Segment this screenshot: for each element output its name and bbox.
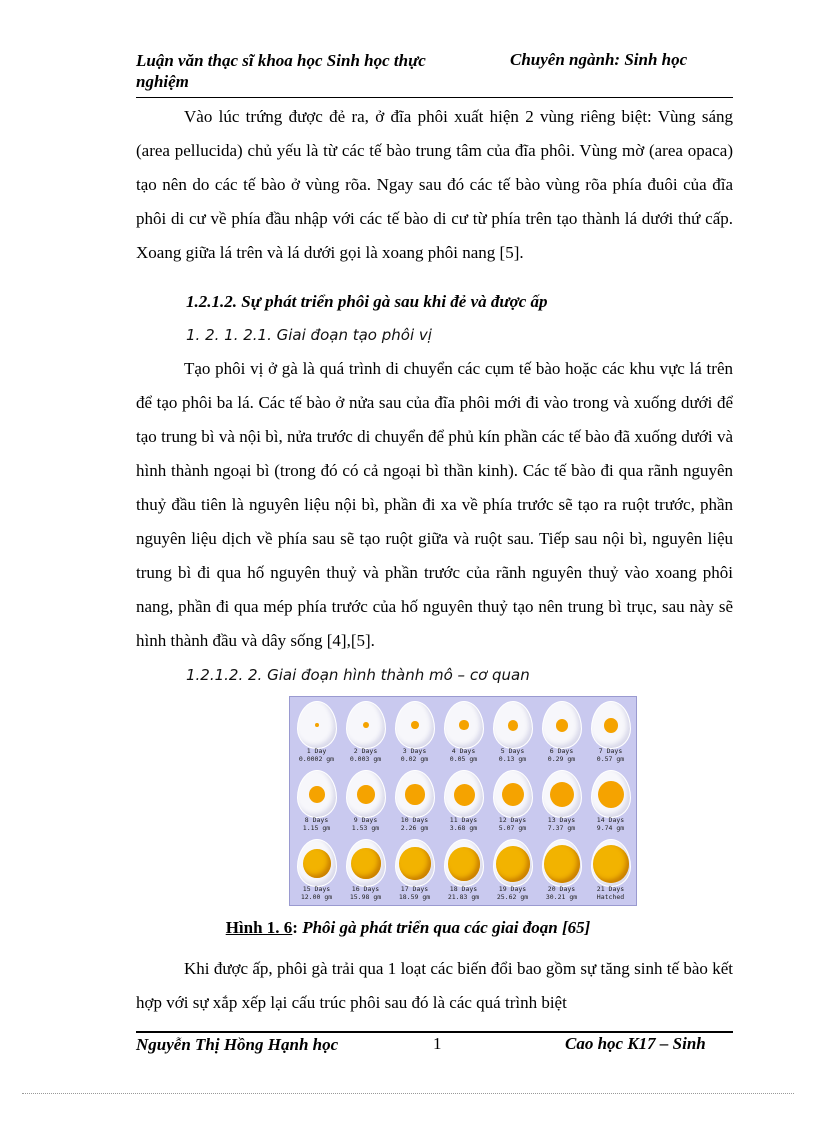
embryo-stage bbox=[341, 768, 390, 836]
embryo-stage bbox=[292, 699, 341, 767]
embryo-shape bbox=[309, 786, 325, 803]
egg-shape bbox=[591, 770, 631, 818]
stage-caption bbox=[292, 816, 341, 832]
paragraph-area-pellucida: Vào lúc trứng được đẻ ra, ở đĩa phôi xuất hiện 2 vùng riêng biệt: Vùng sáng (area pellucida) chủ yếu là từ các tế bào trung tâm của đĩa phôi. Vùng mờ (area opaca) tạo nên do các tế bào ở vùng rõa. Ngay sau đó các tế bào vùng rõa phía đuôi của đĩa phôi di cư về phía đầu nhập với các tế bào di cư từ phía trên tạo thành lá dưới thứ cấp. Xoang giữa lá trên và lá dưới gọi là xoang phôi nang [5]. bbox=[136, 107, 733, 262]
embryo-shape bbox=[550, 782, 574, 808]
embryo-shape bbox=[448, 847, 481, 882]
embryo-shape bbox=[399, 847, 430, 880]
stage-day: 20 Days bbox=[547, 885, 576, 893]
header-left-title: Luận văn thạc sĩ khoa học Sinh học thực nghiệm bbox=[136, 51, 426, 91]
stage-day: 15 Days bbox=[302, 885, 331, 893]
stage-mass: 7.37 gm bbox=[547, 824, 576, 832]
egg-shape bbox=[395, 770, 435, 818]
footer-author: Nguyễn Thị Hồng Hạnh học bbox=[136, 1035, 339, 1054]
embryo-shape bbox=[405, 784, 424, 804]
header-right-title: Chuyên ngành: Sinh học bbox=[510, 50, 688, 69]
embryo-stage bbox=[537, 837, 586, 905]
embryo-stage bbox=[439, 837, 488, 905]
egg-shape bbox=[444, 770, 484, 818]
embryo-shape bbox=[454, 784, 475, 806]
embryo-stage bbox=[586, 768, 635, 836]
embryo-stage bbox=[292, 768, 341, 836]
stage-day: 11 Days bbox=[449, 816, 478, 824]
page-number: 1 bbox=[433, 1034, 442, 1053]
stage-caption bbox=[341, 885, 390, 901]
embryo-stage bbox=[586, 837, 635, 905]
stage-day: 3 Days bbox=[402, 747, 427, 755]
stage-caption bbox=[537, 885, 586, 901]
stage-caption bbox=[390, 885, 439, 901]
egg-shape bbox=[542, 701, 582, 749]
stage-day: 14 Days bbox=[596, 816, 625, 824]
embryo-shape bbox=[502, 783, 525, 807]
egg-shape bbox=[493, 701, 533, 749]
subsection-heading-organogenesis: 1.2.1.2. 2. Giai đoạn hình thành mô – cơ quan bbox=[186, 666, 530, 684]
egg-shape bbox=[591, 701, 631, 749]
embryo-shape bbox=[315, 723, 319, 727]
embryo-stage bbox=[292, 837, 341, 905]
stage-day: 2 Days bbox=[353, 747, 378, 755]
embryo-shape bbox=[303, 849, 331, 878]
egg-shape bbox=[444, 839, 484, 887]
page-bottom-dotted-line bbox=[22, 1093, 794, 1094]
stage-caption bbox=[292, 747, 341, 763]
embryo-stage bbox=[390, 768, 439, 836]
embryo-stage bbox=[488, 768, 537, 836]
stage-mass: 0.57 gm bbox=[596, 755, 625, 763]
embryo-stage bbox=[488, 699, 537, 767]
stage-day: 8 Days bbox=[304, 816, 329, 824]
egg-shape bbox=[297, 839, 337, 887]
stage-day: 18 Days bbox=[449, 885, 478, 893]
stage-mass: 1.15 gm bbox=[302, 824, 331, 832]
embryo-stage bbox=[537, 699, 586, 767]
stage-day: 9 Days bbox=[353, 816, 378, 824]
stage-caption bbox=[439, 816, 488, 832]
stage-mass: 1.53 gm bbox=[351, 824, 380, 832]
stage-mass: 0.13 gm bbox=[498, 755, 527, 763]
section-heading-1-2-1-2: 1.2.1.2. Sự phát triển phôi gà sau khi đẻ và được ấp bbox=[186, 292, 548, 311]
paragraph-incubation: Khi được ấp, phôi gà trải qua 1 loạt các biến đổi bao gồm sự tăng sinh tế bào kết hợp với sự xắp xếp lại cấu trúc phôi sau đó là các quá trình biệt bbox=[136, 959, 733, 1012]
egg-shape bbox=[297, 770, 337, 818]
stage-caption bbox=[439, 885, 488, 901]
stage-day: 1 Day bbox=[306, 747, 327, 755]
stage-caption bbox=[292, 885, 341, 901]
stage-caption bbox=[390, 747, 439, 763]
figure-caption-separator: : bbox=[292, 918, 298, 937]
stage-caption bbox=[390, 816, 439, 832]
embryo-stage bbox=[390, 699, 439, 767]
stage-mass: 25.62 gm bbox=[496, 893, 529, 901]
figure-caption-label: Hình 1. 6 bbox=[225, 918, 293, 937]
stage-day: 4 Days bbox=[451, 747, 476, 755]
header-divider bbox=[136, 97, 733, 98]
stage-mass: 0.003 gm bbox=[349, 755, 382, 763]
stage-mass: 9.74 gm bbox=[596, 824, 625, 832]
embryo-stage bbox=[488, 837, 537, 905]
embryo-shape bbox=[593, 845, 629, 883]
stage-mass: 18.59 gm bbox=[398, 893, 431, 901]
stage-mass: 3.68 gm bbox=[449, 824, 478, 832]
stage-caption bbox=[341, 747, 390, 763]
egg-shape bbox=[542, 770, 582, 818]
footer-course: Cao học K17 – Sinh bbox=[565, 1034, 706, 1053]
stage-day: 19 Days bbox=[498, 885, 527, 893]
egg-shape bbox=[297, 701, 337, 749]
embryo-stage bbox=[439, 768, 488, 836]
stage-day: 16 Days bbox=[351, 885, 380, 893]
stage-caption bbox=[439, 747, 488, 763]
stage-mass: 21.83 gm bbox=[447, 893, 480, 901]
stage-caption bbox=[488, 747, 537, 763]
embryo-stage bbox=[341, 837, 390, 905]
stage-day: 21 Days bbox=[596, 885, 625, 893]
stage-caption bbox=[586, 747, 635, 763]
stage-day: 7 Days bbox=[598, 747, 623, 755]
stage-caption bbox=[341, 816, 390, 832]
embryo-shape bbox=[351, 848, 381, 879]
embryo-stage bbox=[341, 699, 390, 767]
stage-mass: 0.29 gm bbox=[547, 755, 576, 763]
stage-mass: Hatched bbox=[596, 893, 625, 901]
stage-caption bbox=[488, 816, 537, 832]
egg-shape bbox=[591, 839, 631, 887]
egg-shape bbox=[493, 770, 533, 818]
stage-mass: 30.21 gm bbox=[545, 893, 578, 901]
egg-shape bbox=[395, 701, 435, 749]
embryo-shape bbox=[357, 785, 375, 803]
stage-day: 10 Days bbox=[400, 816, 429, 824]
embryo-shape bbox=[411, 721, 418, 729]
stage-caption bbox=[537, 747, 586, 763]
embryo-shape bbox=[363, 722, 369, 728]
stage-mass: 2.26 gm bbox=[400, 824, 429, 832]
egg-shape bbox=[346, 770, 386, 818]
stage-caption bbox=[586, 816, 635, 832]
stage-mass: 0.05 gm bbox=[449, 755, 478, 763]
stage-day: 6 Days bbox=[549, 747, 574, 755]
figure-caption bbox=[0, 918, 816, 938]
stage-caption bbox=[488, 885, 537, 901]
egg-shape bbox=[542, 839, 582, 887]
embryo-shape bbox=[508, 720, 519, 731]
stage-day: 13 Days bbox=[547, 816, 576, 824]
figure-caption-text: Phôi gà phát triển qua các giai đoạn [65] bbox=[302, 918, 591, 937]
embryo-shape bbox=[598, 781, 624, 808]
stage-day: 5 Days bbox=[500, 747, 525, 755]
stage-mass: 0.0002 gm bbox=[298, 755, 335, 763]
egg-shape bbox=[444, 701, 484, 749]
egg-shape bbox=[493, 839, 533, 887]
egg-shape bbox=[395, 839, 435, 887]
embryo-shape bbox=[496, 846, 531, 882]
embryo-stage bbox=[537, 768, 586, 836]
subsection-heading-gastrulation: 1. 2. 1. 2.1. Giai đoạn tạo phôi vị bbox=[186, 326, 432, 344]
embryo-stage bbox=[439, 699, 488, 767]
embryo-development-figure bbox=[289, 696, 637, 906]
egg-shape bbox=[346, 701, 386, 749]
embryo-shape bbox=[604, 718, 618, 733]
stage-day: 17 Days bbox=[400, 885, 429, 893]
embryo-stage bbox=[586, 699, 635, 767]
embryo-shape bbox=[556, 719, 569, 732]
stage-mass: 12.00 gm bbox=[300, 893, 333, 901]
embryo-stage bbox=[390, 837, 439, 905]
embryo-shape bbox=[459, 720, 468, 730]
stage-mass: 0.02 gm bbox=[400, 755, 429, 763]
stage-day: 12 Days bbox=[498, 816, 527, 824]
footer-divider bbox=[136, 1031, 733, 1033]
paragraph-gastrulation: Tạo phôi vị ở gà là quá trình di chuyển các cụm tế bào hoặc các khu vực lá trên để tạo phôi ba lá. Các tế bào ở nửa sau của đĩa phôi mới đi vào trong và xuống dưới để tạo trung bì và nội bì, nửa trước di chuyển để phủ kín phần các tế bào đã xuống dưới và hình thành ngoại bì (trong đó có cả ngoại bì thần kinh). Các tế bào đi qua rãnh nguyên thuỷ đầu tiên là nguyên liệu nội bì, phần đi xa về phía trước sẽ tạo ra ruột trước, phần nguyên liệu dịch về phía sau sẽ tạo ruột giữa và ruột sau. Tiếp sau nội bì, nguyên liệu trung bì đi qua hố nguyên thuỷ và phần trước của rãnh nguyên thuỷ vào xoang phôi nang, phần đi qua mép phía trước của hố nguyên thuỷ tạo nên trung bì trục, sau này sẽ hình thành đầu và dây sống [4],[5]. bbox=[136, 359, 733, 650]
stage-mass: 15.98 gm bbox=[349, 893, 382, 901]
egg-shape bbox=[346, 839, 386, 887]
stage-caption bbox=[586, 885, 635, 901]
embryo-shape bbox=[544, 845, 580, 883]
stage-caption bbox=[537, 816, 586, 832]
stage-mass: 5.07 gm bbox=[498, 824, 527, 832]
